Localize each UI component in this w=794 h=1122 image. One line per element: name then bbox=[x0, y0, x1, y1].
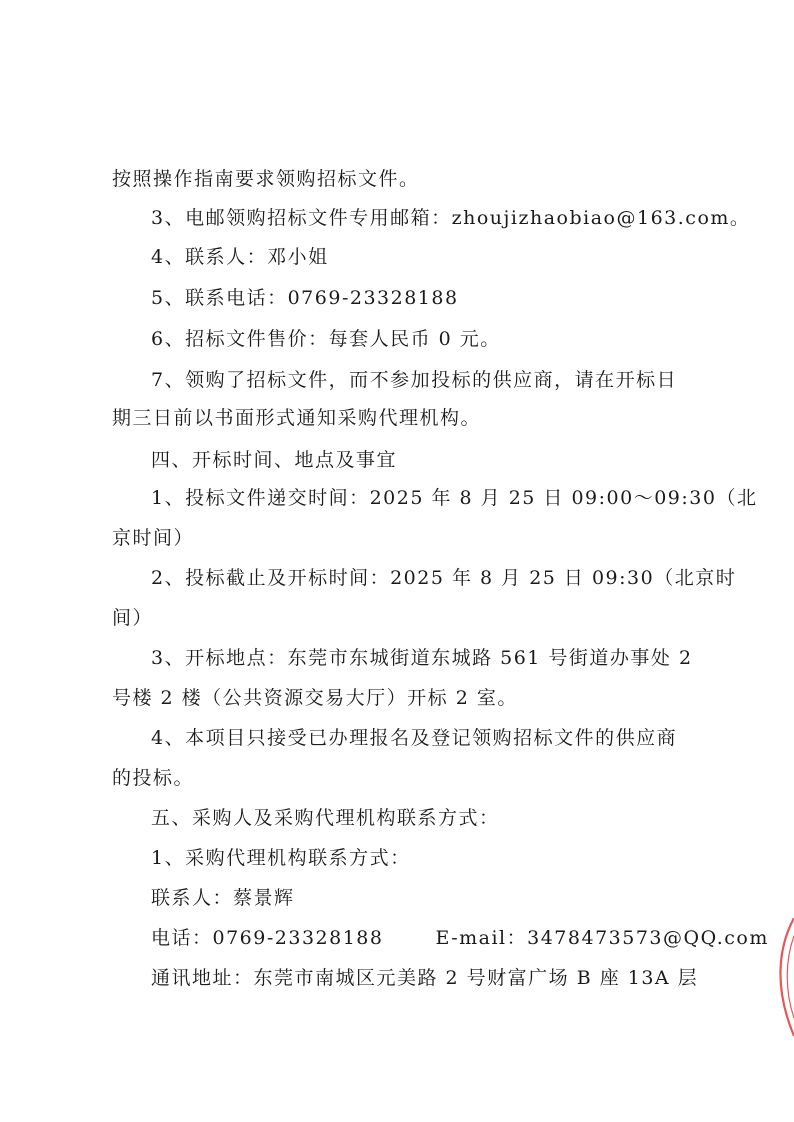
text-line: 按照操作指南要求领购招标文件。 bbox=[112, 168, 420, 190]
text-line: 1、采购代理机构联系方式： bbox=[151, 847, 411, 869]
text-line: 2、投标截止及开标时间：2025 年 8 月 25 日 09:30（北京时 bbox=[151, 567, 737, 589]
red-seal-fragment bbox=[770, 918, 794, 1038]
text-line: 京时间） bbox=[112, 527, 195, 549]
text-line: 6、招标文件售价：每套人民币 0 元。 bbox=[151, 328, 501, 350]
section-heading: 四、开标时间、地点及事宜 bbox=[151, 449, 398, 471]
text-line: 4、联系人：邓小姐 bbox=[151, 246, 329, 268]
text-line: 的投标。 bbox=[112, 767, 195, 789]
text-line: 1、投标文件递交时间：2025 年 8 月 25 日 09:00～09:30（北 bbox=[151, 487, 758, 509]
text-line: 期三日前以书面形式通知采购代理机构。 bbox=[112, 407, 482, 429]
text-line: 3、开标地点：东莞市东城街道东城路 561 号街道办事处 2 bbox=[151, 647, 693, 669]
contact-phone: 电话：0769-23328188 bbox=[151, 927, 384, 949]
contact-email: E-mail：3478473573@QQ.com bbox=[435, 927, 769, 949]
contact-address: 通讯地址：东莞市南城区元美路 2 号财富广场 B 座 13A 层 bbox=[151, 967, 699, 989]
text-line: 间） bbox=[112, 607, 154, 629]
contact-name: 联系人：蔡景辉 bbox=[151, 887, 295, 909]
text-line: 4、本项目只接受已办理报名及登记领购招标文件的供应商 bbox=[151, 727, 678, 749]
contact-phone-email-line bbox=[151, 926, 769, 950]
text-line: 5、联系电话：0769-23328188 bbox=[151, 287, 459, 309]
text-line: 7、领购了招标文件，而不参加投标的供应商，请在开标日 bbox=[151, 369, 678, 391]
text-line: 号楼 2 楼（公共资源交易大厅）开标 2 室。 bbox=[112, 687, 518, 709]
section-heading: 五、采购人及采购代理机构联系方式： bbox=[151, 807, 500, 829]
text-line: 3、电邮领购招标文件专用邮箱：zhoujizhaobiao@163.com。 bbox=[151, 207, 751, 229]
